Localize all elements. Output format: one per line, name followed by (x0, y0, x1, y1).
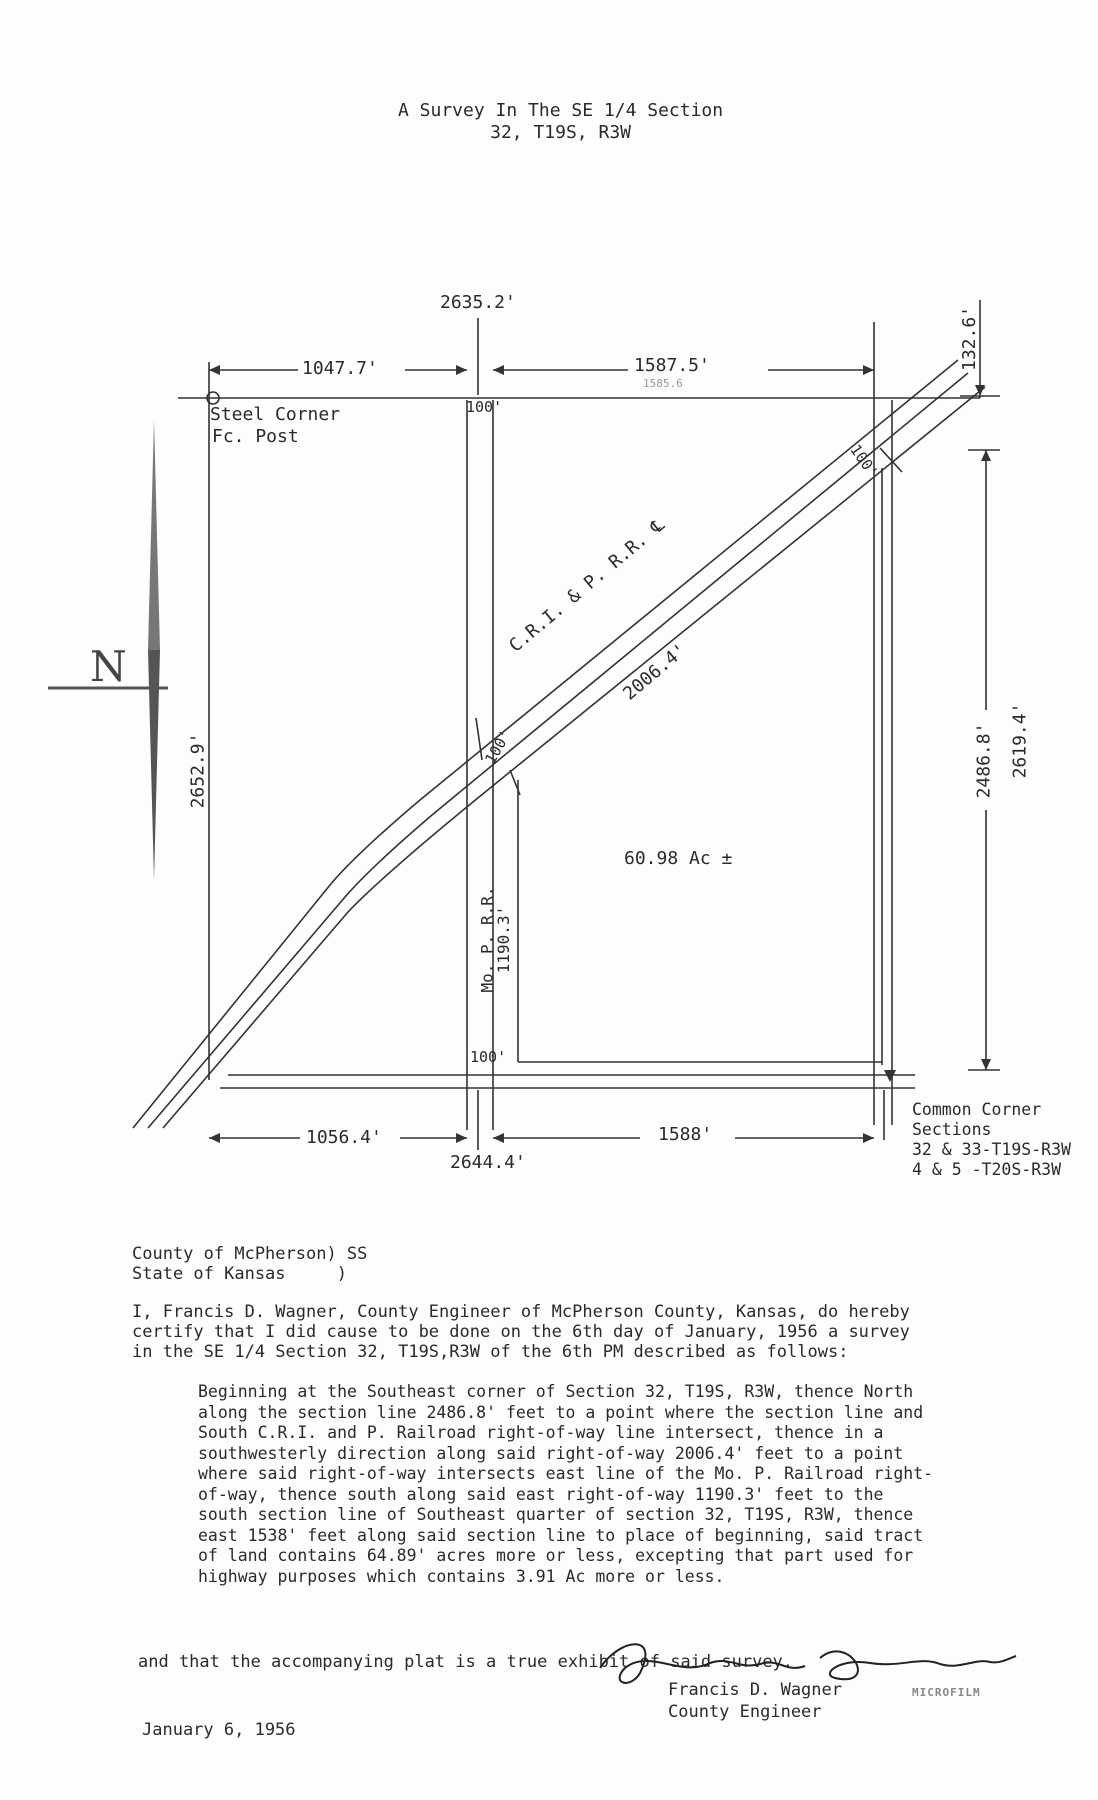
intro-line-1: I, Francis D. Wagner, County Engineer of McPherson County, Kansas, do hereby (132, 1302, 910, 1322)
signer-name: Francis D. Wagner (668, 1680, 842, 1700)
row-bottom-100: 100' (470, 1048, 507, 1066)
signer-title: County Engineer (668, 1702, 822, 1722)
north-label: N (90, 642, 127, 691)
dim-right-inner: 2486.8' (973, 722, 995, 799)
microfilm-stamp: MICROFILM (912, 1686, 981, 1699)
plat-title (398, 100, 723, 144)
survey-description: Beginning at the Southeast corner of Section 32, T19S, R3W, thence North along the section line 2486.8' feet to a point where the section line and South C.R.I. and P. Railroad right-of-way line intersect, thence in a southwesterly direction along said right-of-way 2006.4' feet to a point where said right-of-way intersects east line of the Mo. P. Railroad right-of-way, thence south along said east right-of-way 1190.3' feet to the south section line of Southeast quarter of section 32, T19S, R3W, thence east 1538' feet along said section line to place of beginning, said tract of land contains 64.89' acres more or less, excepting that part used for highway purposes which contains 3.91 Ac more or less. (198, 1382, 934, 1586)
diag-100-a: 100' (846, 441, 882, 481)
dim-top-left: 1047.7' (302, 358, 378, 379)
intro-line-3: in the SE 1/4 Section 32, T19S,R3W of the 6th PM described as follows: (132, 1342, 849, 1362)
common-corner-line: Sections (912, 1120, 992, 1139)
dim-top-right-pencil: 1585.6 (643, 377, 683, 390)
dim-bottom-right: 1588' (658, 1124, 713, 1145)
diag-100-b: 100' (481, 726, 515, 768)
crip-rr-label: C.R.I. & P. R.R. ℄ (505, 514, 669, 657)
common-corner-line: 32 & 33-T19S-R3W (912, 1140, 1071, 1159)
plat-title-line2: 32, T19S, R3W (490, 122, 631, 143)
certificate-date: January 6, 1956 (142, 1720, 296, 1740)
county-line: County of McPherson) SS (132, 1244, 368, 1264)
common-corner-line: Common Corner (912, 1100, 1042, 1119)
common-corner-line: 4 & 5 -T20S-R3W (912, 1160, 1062, 1179)
steel-corner-line2: Fc. Post (212, 426, 299, 447)
dim-bottom-total: 2644.4' (450, 1152, 526, 1173)
dim-left: 2652.9' (187, 732, 209, 809)
dim-right-outer: 2619.4' (1009, 702, 1031, 779)
common-corner-note (912, 1100, 1071, 1180)
steel-corner-line1: Steel Corner (210, 404, 341, 425)
plat-title-line1: A Survey In The SE 1/4 Section (398, 100, 724, 121)
mop-rr-label: Mo. P. R.R. (477, 886, 497, 993)
acreage-label: 60.98 Ac ± (624, 848, 733, 869)
dim-diagonal: 2006.4' (619, 639, 691, 705)
dim-bottom-left: 1056.4' (306, 1127, 382, 1148)
closing-statement: and that the accompanying plat is a true exhibit of said survey. (138, 1652, 794, 1672)
dim-top-total: 2635.2' (440, 292, 516, 313)
dim-top-right: 1587.5' (634, 355, 710, 376)
dim-top-corner: 132.6' (959, 305, 981, 372)
intro-line-2: certify that I did cause to be done on the 6th day of January, 1956 a survey (132, 1322, 910, 1342)
row-top-100: 100' (466, 398, 503, 416)
state-line: State of Kansas ) (132, 1264, 347, 1284)
dim-mop: 1190.3' (494, 905, 514, 974)
